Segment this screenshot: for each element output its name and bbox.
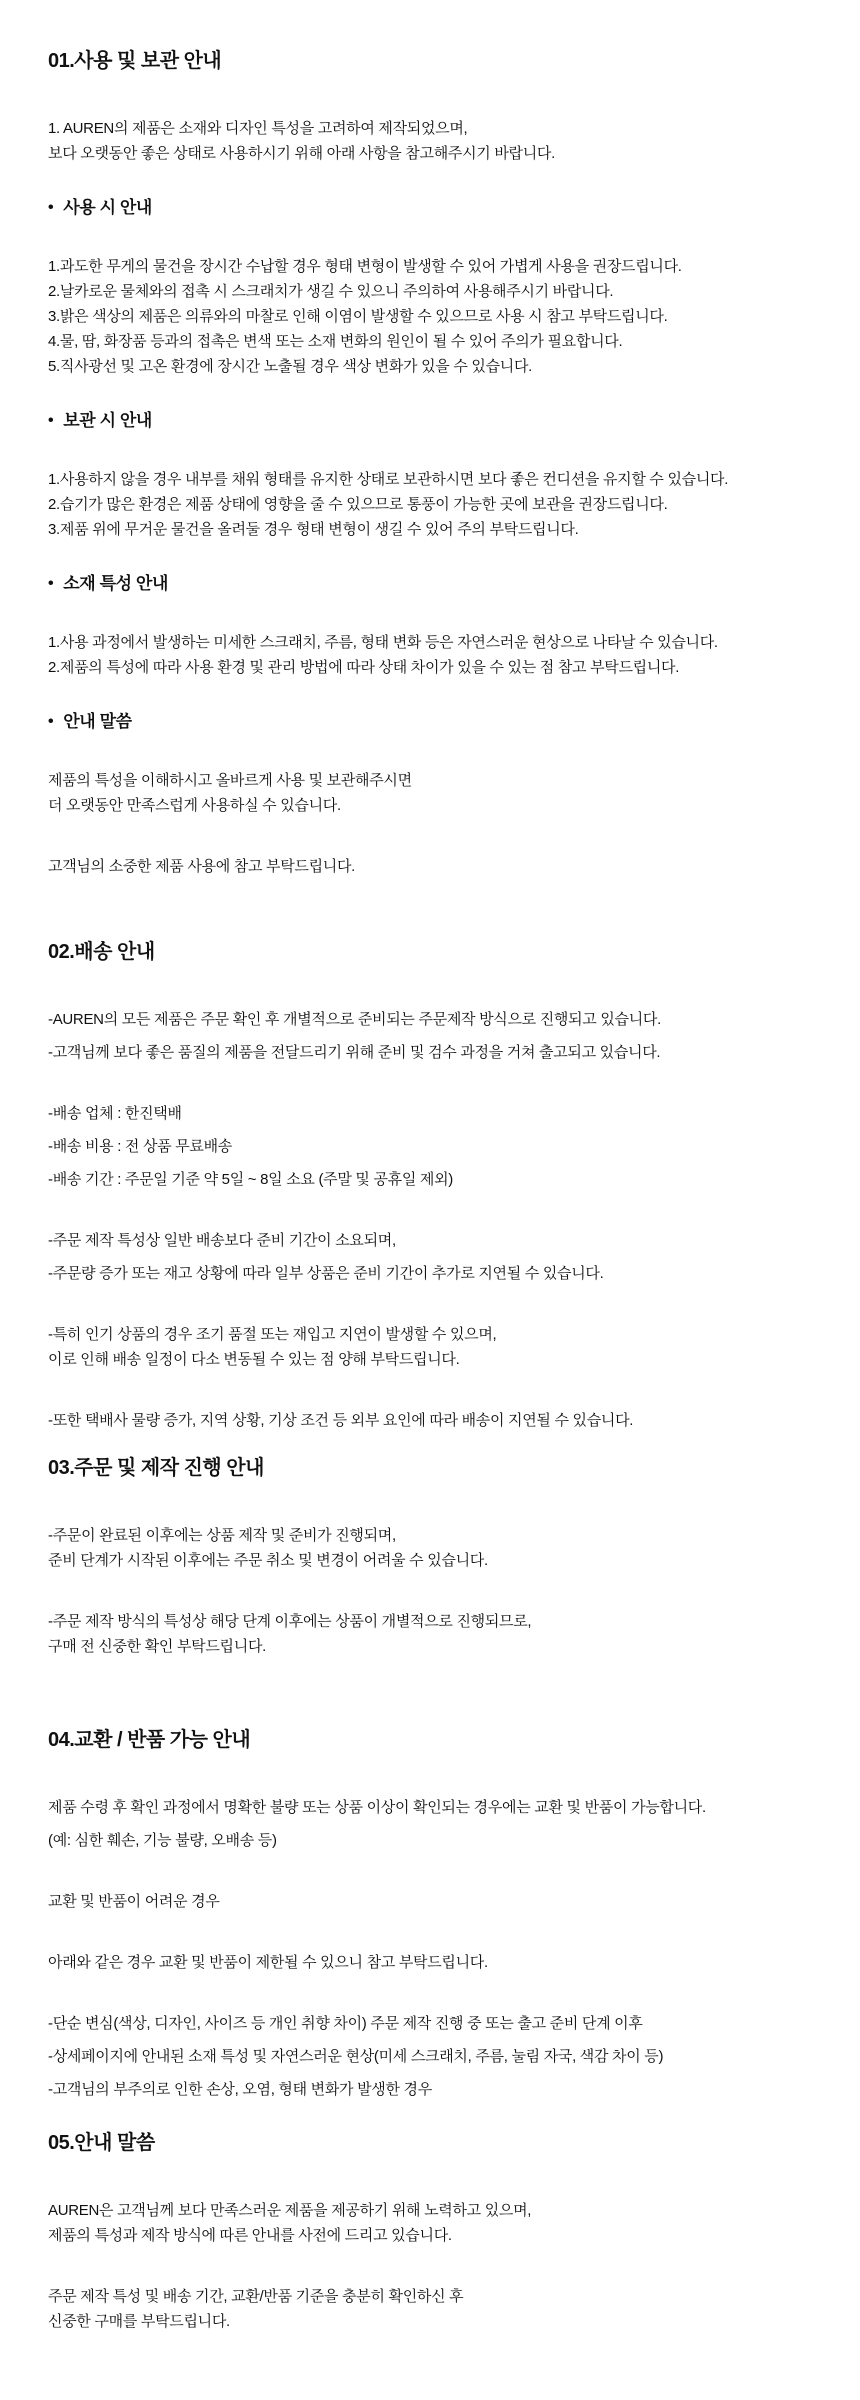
text-line: 3.밝은 색상의 제품은 의류와의 마찰로 인해 이염이 발생할 수 있으므로 사용 시 참고 부탁드립니다. <box>48 308 668 325</box>
text-line: -단순 변심(색상, 디자인, 사이즈 등 개인 취향 차이) 주문 제작 진행 중 또는 출고 준비 단계 이후 <box>48 2015 643 2032</box>
paragraph <box>48 1889 822 1914</box>
paragraph <box>48 1261 822 1286</box>
paragraph <box>48 630 822 680</box>
subheading-label: 보관 시 안내 <box>63 411 152 430</box>
paragraph <box>48 768 822 818</box>
section-01-subheading <box>48 407 822 434</box>
bullet-icon: • <box>48 713 54 730</box>
text-line: 4.물, 땀, 화장품 등과의 접촉은 변색 또는 소재 변화의 원인이 될 수 있어 주의가 필요합니다. <box>48 333 623 350</box>
section-03-heading: 03.주문 및 제작 진행 안내 <box>48 1457 264 1479</box>
text-line: 구매 전 신중한 확인 부탁드립니다. <box>48 1638 266 1655</box>
bullet-icon: • <box>48 575 54 592</box>
paragraph <box>48 1609 822 1659</box>
paragraph <box>48 2011 822 2036</box>
text-line: -주문량 증가 또는 재고 상황에 따라 일부 상품은 준비 기간이 추가로 지연될 수 있습니다. <box>48 1265 604 1282</box>
paragraph <box>48 1950 822 1975</box>
bullet-icon: • <box>48 412 54 429</box>
paragraph <box>48 1167 822 1192</box>
text-line: 제품의 특성과 제작 방식에 따른 안내를 사전에 드리고 있습니다. <box>48 2227 452 2244</box>
text-line: (예: 심한 훼손, 기능 불량, 오배송 등) <box>48 1832 277 1849</box>
section-05 <box>48 2128 822 2334</box>
paragraph <box>48 854 822 879</box>
section-01-subheading <box>48 708 822 735</box>
paragraph <box>48 2198 822 2248</box>
section-01-subheading <box>48 570 822 597</box>
text-line: 주문 제작 특성 및 배송 기간, 교환/반품 기준을 충분히 확인하신 후 <box>48 2288 464 2305</box>
text-line: -AUREN의 모든 제품은 주문 확인 후 개별적으로 준비되는 주문제작 방식으로 진행되고 있습니다. <box>48 1011 661 1028</box>
text-line: 더 오랫동안 만족스럽게 사용하실 수 있습니다. <box>48 797 341 814</box>
text-line: 1. AUREN의 제품은 소재와 디자인 특성을 고려하여 제작되었으며, <box>48 120 468 137</box>
text-line: 제품 수령 후 확인 과정에서 명확한 불량 또는 상품 이상이 확인되는 경우에는 교환 및 반품이 가능합니다. <box>48 1799 706 1816</box>
text-line: -배송 업체 : 한진택배 <box>48 1105 182 1122</box>
text-line: 1.사용하지 않을 경우 내부를 채워 형태를 유지한 상태로 보관하시면 보다 좋은 컨디션을 유지할 수 있습니다. <box>48 471 729 488</box>
text-line: 2.습기가 많은 환경은 제품 상태에 영향을 줄 수 있으므로 통풍이 가능한 곳에 보관을 권장드립니다. <box>48 496 668 513</box>
subheading-label: 소재 특성 안내 <box>63 574 168 593</box>
section-01-subheading <box>48 194 822 221</box>
text-line: 2.제품의 특성에 따라 사용 환경 및 관리 방법에 따라 상태 차이가 있을 수 있는 점 참고 부탁드립니다. <box>48 659 680 676</box>
section-01 <box>48 46 822 879</box>
paragraph <box>48 254 822 379</box>
paragraph <box>48 1228 822 1253</box>
text-line: -고객님의 부주의로 인한 손상, 오염, 형태 변화가 발생한 경우 <box>48 2081 432 2098</box>
paragraph <box>48 1408 822 1433</box>
paragraph <box>48 1523 822 1573</box>
sections-container <box>48 46 822 2334</box>
text-line: -고객님께 보다 좋은 품질의 제품을 전달드리기 위해 준비 및 검수 과정을 거쳐 출고되고 있습니다. <box>48 1044 661 1061</box>
text-line: 아래와 같은 경우 교환 및 반품이 제한될 수 있으니 참고 부탁드립니다. <box>48 1954 488 1971</box>
section-02 <box>48 937 822 1433</box>
section-04 <box>48 1725 822 2102</box>
paragraph <box>48 1101 822 1126</box>
paragraph <box>48 2077 822 2102</box>
section-01-heading: 01.사용 및 보관 안내 <box>48 50 222 72</box>
text-line: -배송 비용 : 전 상품 무료배송 <box>48 1138 232 1155</box>
text-line: 5.직사광선 및 고온 환경에 장시간 노출될 경우 색상 변화가 있을 수 있습니다. <box>48 358 533 375</box>
paragraph <box>48 116 822 166</box>
bullet-icon: • <box>48 199 54 216</box>
subheading-label: 안내 말씀 <box>63 712 132 731</box>
text-line: -배송 기간 : 주문일 기준 약 5일 ~ 8일 소요 (주말 및 공휴일 제외) <box>48 1171 453 1188</box>
text-line: 고객님의 소중한 제품 사용에 참고 부탁드립니다. <box>48 858 356 875</box>
paragraph <box>48 1322 822 1372</box>
text-line: -주문이 완료된 이후에는 상품 제작 및 준비가 진행되며, <box>48 1527 396 1544</box>
section-04-heading: 04.교환 / 반품 가능 안내 <box>48 1729 251 1751</box>
text-line: 이로 인해 배송 일정이 다소 변동될 수 있는 점 양해 부탁드립니다. <box>48 1351 460 1368</box>
section-03 <box>48 1453 822 1659</box>
paragraph <box>48 2044 822 2069</box>
text-line: AUREN은 고객님께 보다 만족스러운 제품을 제공하기 위해 노력하고 있으며, <box>48 2202 532 2219</box>
section-02-heading: 02.배송 안내 <box>48 941 155 963</box>
text-line: 제품의 특성을 이해하시고 올바르게 사용 및 보관해주시면 <box>48 772 412 789</box>
paragraph <box>48 1134 822 1159</box>
text-line: 2.날카로운 물체와의 접촉 시 스크래치가 생길 수 있으니 주의하여 사용해주시기 바랍니다. <box>48 283 614 300</box>
section-05-heading: 05.안내 말씀 <box>48 2132 155 2154</box>
text-line: 신중한 구매를 부탁드립니다. <box>48 2313 230 2330</box>
paragraph <box>48 1007 822 1032</box>
paragraph <box>48 1828 822 1853</box>
text-line: -특히 인기 상품의 경우 조기 품절 또는 재입고 지연이 발생할 수 있으며, <box>48 1326 497 1343</box>
paragraph <box>48 467 822 542</box>
text-line: 보다 오랫동안 좋은 상태로 사용하시기 위해 아래 사항을 참고해주시기 바랍니다. <box>48 145 555 162</box>
subheading-label: 사용 시 안내 <box>63 198 152 217</box>
text-line: 1.과도한 무게의 물건을 장시간 수납할 경우 형태 변형이 발생할 수 있어 가볍게 사용을 권장드립니다. <box>48 258 682 275</box>
paragraph <box>48 1040 822 1065</box>
paragraph <box>48 1795 822 1820</box>
text-line: -주문 제작 방식의 특성상 해당 단계 이후에는 상품이 개별적으로 진행되므로, <box>48 1613 532 1630</box>
text-line: -또한 택배사 물량 증가, 지역 상황, 기상 조건 등 외부 요인에 따라 배송이 지연될 수 있습니다. <box>48 1412 634 1429</box>
text-line: 교환 및 반품이 어려운 경우 <box>48 1893 220 1910</box>
text-line: 1.사용 과정에서 발생하는 미세한 스크래치, 주름, 형태 변화 등은 자연스러운 현상으로 나타날 수 있습니다. <box>48 634 718 651</box>
text-line: -상세페이지에 안내된 소재 특성 및 자연스러운 현상(미세 스크래치, 주름, 눌림 자국, 색감 차이 등) <box>48 2048 664 2065</box>
text-line: 준비 단계가 시작된 이후에는 주문 취소 및 변경이 어려울 수 있습니다. <box>48 1552 488 1569</box>
text-line: -주문 제작 특성상 일반 배송보다 준비 기간이 소요되며, <box>48 1232 396 1249</box>
paragraph <box>48 2284 822 2334</box>
text-line: 3.제품 위에 무거운 물건을 올려둘 경우 형태 변형이 생길 수 있어 주의 부탁드립니다. <box>48 521 579 538</box>
